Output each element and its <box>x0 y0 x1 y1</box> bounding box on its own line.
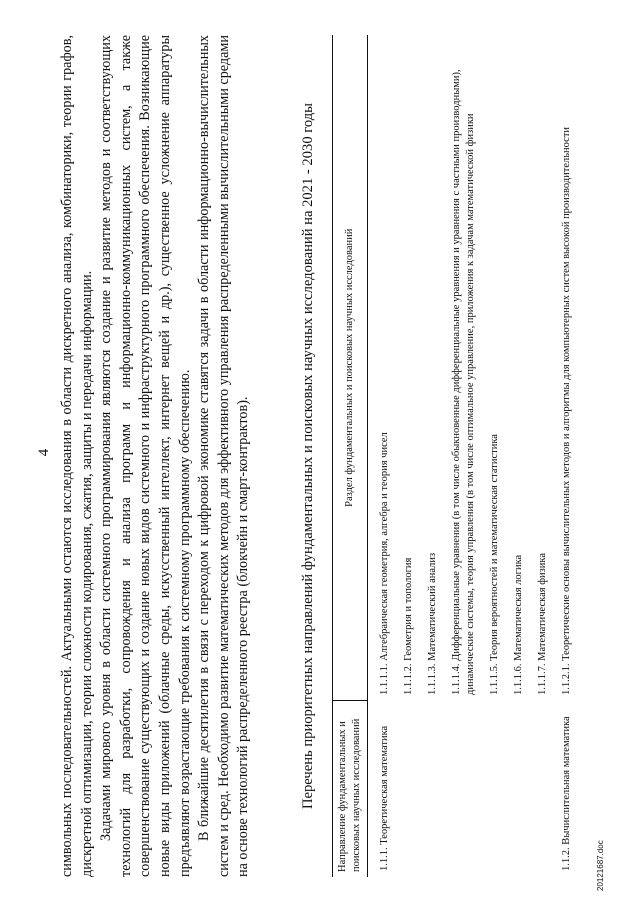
direction-cell <box>392 701 416 877</box>
table-row <box>368 35 393 877</box>
section-cell: 1.1.2.1. Теоретические основы вычислительных методов и алгоритмы для компьютерных систем высокой производительности <box>561 126 572 695</box>
column-header-section: Раздел фундаментальных и поисковых научных исследований <box>333 35 368 701</box>
priority-directions-table <box>332 35 574 877</box>
table-row <box>502 35 526 877</box>
table-row <box>392 35 416 877</box>
table-heading: Перечень приоритетных направлений фундаментальных и поисковых научных исследований на 2021 - 2030 годы <box>300 103 316 810</box>
section-cell: 1.1.1.1. Алгебраическая геометрия, алгебра и теория чисел <box>379 432 390 695</box>
table-header-row <box>333 35 368 877</box>
table-row <box>478 35 502 877</box>
table-row <box>416 35 440 877</box>
intro-paragraph-2: Задачами мирового уровня в области системного программирования являются создание и развитие методов и соответствующих технологий для разработки, сопровождения и анализа программ и информационно-коммуникационных систем, а также совершенствование существующих и создание новых видов системного и инфраструктурного программного обеспечения. Возникающие новые виды приложений (облачные среды, искусственный интеллект, интернет вещей и др.), существенное усложнение аппаратуры предъявляют возрастающие требования к системному программному обеспечению. <box>98 35 193 877</box>
direction-cell <box>416 701 440 877</box>
file-footer: 20121687.doc <box>596 840 605 891</box>
direction-cell: 1.1.1. Теоретическая математика <box>379 725 390 871</box>
direction-cell <box>440 701 478 877</box>
table-row <box>440 35 478 877</box>
table-body <box>368 35 575 877</box>
direction-cell <box>526 701 550 877</box>
section-cell: 1.1.1.4. Дифференциальные уравнения (в том числе обыкновенные дифференциальные уравнения и уравнения с частными производными), динамические системы, теория управления (в том числе оптимальное управление, приложения к задачам математической физики <box>451 69 476 695</box>
direction-cell: 1.1.2. Вычислительная математика <box>561 716 572 871</box>
intro-text <box>58 35 254 877</box>
section-cell: 1.1.1.7. Математическая физика <box>537 553 548 695</box>
direction-cell <box>502 701 526 877</box>
direction-cell <box>478 701 502 877</box>
table-row <box>550 35 574 877</box>
section-cell: 1.1.1.6. Математическая логика <box>513 554 524 695</box>
section-cell: 1.1.1.3. Математический анализ <box>427 552 438 695</box>
intro-paragraph-1: символьных последовательностей. Актуальными остаются исследования в области дискретного анализа, комбинаторики, теории графов, дискретной оптимизации, теории сложности кодирования, сжатия, защиты и передачи информации. <box>59 35 95 877</box>
column-header-direction: Направление фундаментальных и поисковых научных исследований <box>333 701 368 877</box>
table-row <box>526 35 550 877</box>
page-number: 4 <box>36 448 52 457</box>
section-cell: 1.1.1.2. Геометрия и топология <box>403 557 414 695</box>
section-cell: 1.1.1.5. Теория вероятностей и математическая статистика <box>489 434 500 695</box>
intro-paragraph-3: В ближайшие десятилетия в связи с переходом к цифровой экономике ставятся задачи в области информационно-вычислительных систем и сред. Необходимо развитие математических методов для эффективного управления распределенными вычислительными средами на основе технологий распределенного реестра (блокчейн и смарт-контрактов). <box>196 35 252 877</box>
